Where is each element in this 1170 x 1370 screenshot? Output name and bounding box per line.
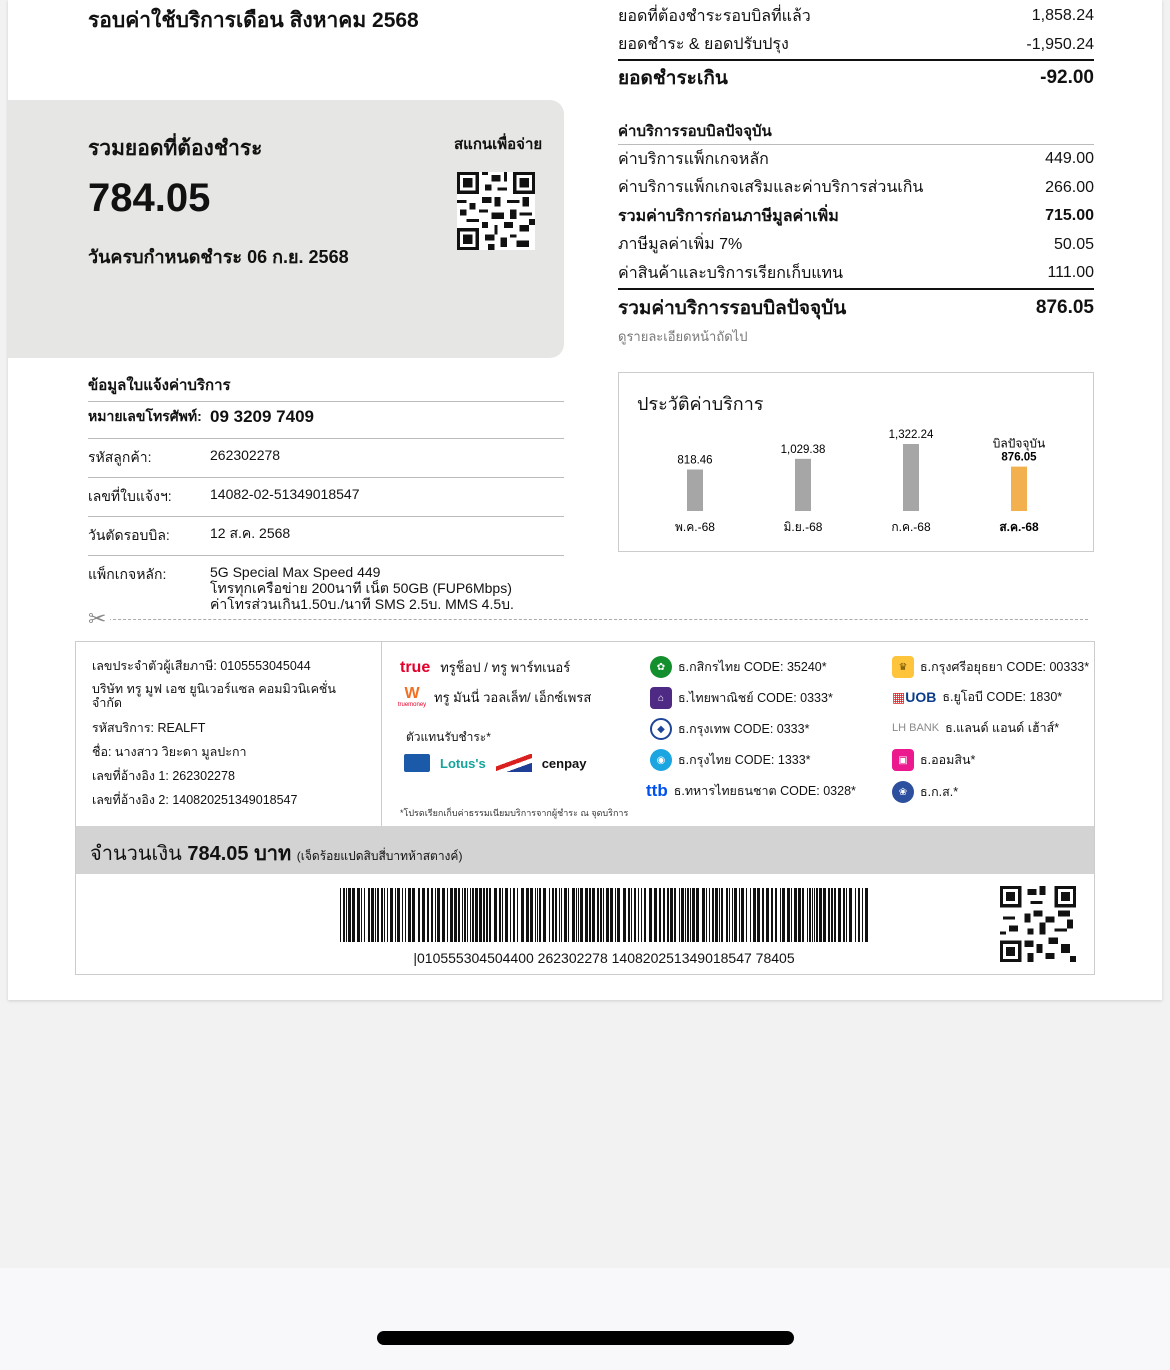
payment-barcode[interactable] — [340, 888, 868, 942]
charge-row — [618, 174, 1094, 203]
info-row — [88, 439, 564, 478]
bank-list — [636, 642, 1096, 826]
phone-number: 09 3209 7409 — [210, 407, 314, 426]
overpaid-value: -92.00 — [1040, 67, 1094, 88]
company-name: บริษัท ทรู มูฟ เอช ยูนิเวอร์แซล คอมมิวนิเคชั่น จำกัด — [92, 682, 336, 710]
ktb-icon: ◉ — [650, 749, 672, 771]
charge-value: 266.00 — [1045, 178, 1094, 196]
current-charges-section — [618, 118, 1094, 347]
package-line: ค่าโทรส่วนเกิน1.50บ./นาที SMS 2.5บ. MMS 4.5บ. — [210, 596, 514, 612]
history-value-label: 876.05 — [1001, 451, 1037, 464]
bill-sheet — [8, 0, 1162, 1000]
payment-summary-box — [8, 100, 564, 358]
charge-value: 715.00 — [1045, 207, 1094, 225]
customer-id: 262302278 — [210, 447, 281, 463]
amount-words: (เจ็ดร้อยแปดสิบสี่บาทห้าสตางค์) — [296, 849, 463, 863]
ttb-icon: ttb — [646, 781, 668, 800]
bank-kbank — [650, 656, 827, 678]
history-month-label: ก.ค.-68 — [891, 520, 931, 534]
krungsri-icon: ♛ — [892, 656, 914, 678]
slip-channels — [382, 642, 636, 826]
bank-label: ธ.กรุงศรีอยุธยา CODE: 00333* — [920, 660, 1090, 674]
bank-gsb — [892, 749, 975, 771]
charge-label: ค่าสินค้าและบริการเรียกเก็บแทน — [618, 264, 844, 282]
bank-label: ธ.ก.ส.* — [920, 785, 959, 799]
history-bar — [1011, 467, 1027, 511]
thailand-post-icon — [496, 754, 532, 772]
invoice-number: 14082-02-51349018547 — [210, 486, 360, 502]
previous-row-1 — [618, 31, 1094, 60]
current-bill-label: บิลปัจจุบัน — [992, 436, 1046, 451]
info-label: เลขที่ใบแจ้งฯ: — [88, 488, 172, 504]
package-line: 5G Special Max Speed 449 — [210, 564, 381, 580]
bill-info-section — [88, 374, 564, 620]
bbl-icon: ◆ — [650, 718, 672, 740]
charge-row — [618, 202, 1094, 231]
agent-label: ตัวแทนรับชำระ* — [406, 730, 491, 744]
amount-prefix: จำนวนเงิน — [90, 843, 182, 865]
info-label: รหัสลูกค้า: — [88, 449, 152, 465]
charge-row — [618, 259, 1094, 288]
previous-row-0 — [618, 2, 1094, 31]
pay-qr-code[interactable] — [457, 172, 535, 250]
agent-logos — [404, 754, 587, 772]
bank-scb — [650, 687, 833, 709]
total-due-label: รวมยอดที่ต้องชำระ — [88, 137, 263, 160]
history-month-label: ส.ค.-68 — [999, 520, 1039, 534]
history-bar — [795, 459, 811, 511]
cut-line — [88, 619, 1088, 620]
current-total-value: 876.05 — [1035, 296, 1094, 318]
bank-baac — [892, 781, 958, 803]
bank-uob — [892, 687, 1062, 707]
customer-name: ชื่อ: นางสาว วิยะดา มูลปะกา — [92, 745, 247, 759]
current-total-row — [618, 288, 1094, 326]
previous-row-value: 1,858.24 — [1031, 7, 1094, 25]
bank-label: ธ.กรุงเทพ CODE: 0333* — [678, 722, 810, 736]
bank-krungsri — [892, 656, 1089, 678]
service-code: รหัสบริการ: REALFT — [92, 721, 206, 735]
previous-row-label: ยอดที่ต้องชำระรอบบิลที่แล้ว — [618, 7, 811, 25]
truemoney-label: ทรู มันนี่ วอลเล็ท/ เอ็กซ์เพรส — [434, 689, 592, 705]
current-total-label: รวมค่าบริการรอบบิลปัจจุบัน — [618, 297, 847, 319]
bank-bbl — [650, 718, 809, 740]
bank-label: ธ.กรุงไทย CODE: 1333* — [678, 753, 811, 767]
truemoney-channel — [398, 686, 591, 708]
true-shop-label: ทรูช็อป / ทรู พาร์ทเนอร์ — [440, 660, 571, 675]
charge-value: 449.00 — [1045, 150, 1094, 168]
bank-label: ธ.ทหารไทยธนชาต CODE: 0328* — [673, 784, 856, 798]
true-logo: true — [400, 658, 431, 676]
info-label: วันตัดรอบบิล: — [88, 527, 170, 543]
cutoff-date: 12 ส.ค. 2568 — [210, 525, 291, 541]
charge-label: ค่าบริการแพ็กเกจเสริมและค่าบริการส่วนเกิน — [618, 179, 924, 197]
charge-label: ภาษีมูลค่าเพิ่ม 7% — [618, 236, 743, 254]
overpaid-row — [618, 59, 1094, 95]
fee-note: *โปรดเรียกเก็บค่าธรรมเนียมบริการจากผู้ชำระ ณ จุดบริการ — [400, 808, 629, 818]
history-value-label: 1,029.38 — [780, 443, 826, 456]
bank-ttb — [646, 781, 856, 801]
bank-lhbank — [892, 718, 1059, 738]
slip-amount-bar — [76, 826, 1094, 874]
barcode-number: |010555304504400 262302278 140820251349018547 78405 — [413, 950, 795, 966]
charge-value: 111.00 — [1047, 264, 1094, 282]
slip-payee-info — [76, 642, 382, 826]
amount-value: 784.05 บาท — [187, 843, 292, 865]
gsb-icon: ▣ — [892, 749, 914, 771]
charge-label: ค่าบริการแพ็กเกจหลัก — [618, 150, 769, 168]
bank-ktb — [650, 749, 811, 771]
history-bar — [903, 444, 919, 511]
post-office-icon — [404, 754, 430, 772]
kbank-icon: ✿ — [650, 656, 672, 678]
chart-canvas — [619, 373, 1093, 551]
truemoney-logo: truemoney — [397, 702, 427, 708]
total-due-amount: 784.05 — [88, 176, 211, 220]
baac-icon: ❀ — [892, 781, 914, 803]
bank-label: ธ.ออมสิน* — [920, 753, 976, 767]
lotus-logo: Lotus's — [440, 755, 486, 771]
billing-period-title: รอบค่าใช้บริการเดือน สิงหาคม 2568 — [88, 9, 419, 32]
phone-row — [88, 402, 564, 439]
bank-label: ธ.แลนด์ แอนด์ เฮ้าส์* — [945, 721, 1060, 735]
see-details-link[interactable]: ดูรายละเอียดหน้าถัดไป — [618, 328, 748, 344]
true-shop-channel — [400, 657, 570, 678]
overpaid-label: ยอดชำระเกิน — [618, 68, 728, 89]
slip-qr-code[interactable] — [1000, 886, 1076, 962]
previous-balance-section — [618, 2, 1094, 95]
bank-label: ธ.ไทยพาณิชย์ CODE: 0333* — [678, 691, 833, 705]
previous-row-value: -1,950.24 — [1026, 35, 1094, 53]
history-bar — [687, 470, 703, 511]
reference-1: เลขที่อ้างอิง 1: 262302278 — [92, 769, 235, 783]
bill-info-heading: ข้อมูลใบแจ้งค่าบริการ — [88, 374, 564, 402]
payment-slip — [75, 641, 1095, 975]
charge-label: รวมค่าบริการก่อนภาษีมูลค่าเพิ่ม — [618, 207, 839, 225]
info-row — [88, 517, 564, 556]
bank-label: ธ.ยูโอบี CODE: 1830* — [942, 690, 1063, 704]
bank-label: ธ.กสิกรไทย CODE: 35240* — [678, 660, 827, 674]
truemoney-icon: W truemoney — [397, 685, 427, 708]
charge-row — [618, 231, 1094, 260]
history-month-label: พ.ค.-68 — [675, 520, 715, 534]
uob-logo: UOB — [905, 688, 937, 705]
info-row — [88, 478, 564, 517]
billing-history-chart — [618, 372, 1094, 552]
history-value-label: 818.46 — [677, 454, 713, 467]
package-row — [88, 556, 564, 620]
home-indicator[interactable] — [377, 1331, 794, 1345]
package-label: แพ็กเกจหลัก: — [88, 566, 167, 582]
package-details — [210, 564, 564, 612]
lhbank-icon: LH BANK — [892, 722, 940, 734]
scan-to-pay-label: สแกนเพื่อจ่าย — [454, 136, 543, 153]
uob-icon: ▦UOB — [892, 688, 937, 705]
cenpay-logo: cenpay — [541, 755, 587, 771]
chart-title: ประวัติค่าบริการ — [637, 394, 764, 414]
history-month-label: มิ.ย.-68 — [783, 520, 823, 534]
due-date: วันครบกำหนดชำระ 06 ก.ย. 2568 — [88, 247, 349, 267]
scissors-icon: ✂ — [88, 606, 110, 632]
phone-label: หมายเลขโทรศัพท์: — [88, 408, 202, 424]
tax-id: เลขประจำตัวผู้เสียภาษี: 0105553045044 — [92, 659, 311, 673]
current-charges-heading: ค่าบริการรอบบิลปัจจุบัน — [618, 123, 772, 140]
charge-value: 50.05 — [1053, 235, 1094, 253]
reference-2: เลขที่อ้างอิง 2: 140820251349018547 — [92, 793, 298, 807]
history-value-label: 1,322.24 — [888, 429, 934, 441]
scb-icon: ⌂ — [650, 687, 672, 709]
package-line: โทรทุกเครือข่าย 200นาที เน็ต 50GB (FUP6Mbps) — [210, 580, 512, 596]
home-indicator-area — [0, 1268, 1170, 1370]
charge-row — [618, 145, 1094, 174]
previous-row-label: ยอดชำระ & ยอดปรับปรุง — [618, 36, 789, 54]
